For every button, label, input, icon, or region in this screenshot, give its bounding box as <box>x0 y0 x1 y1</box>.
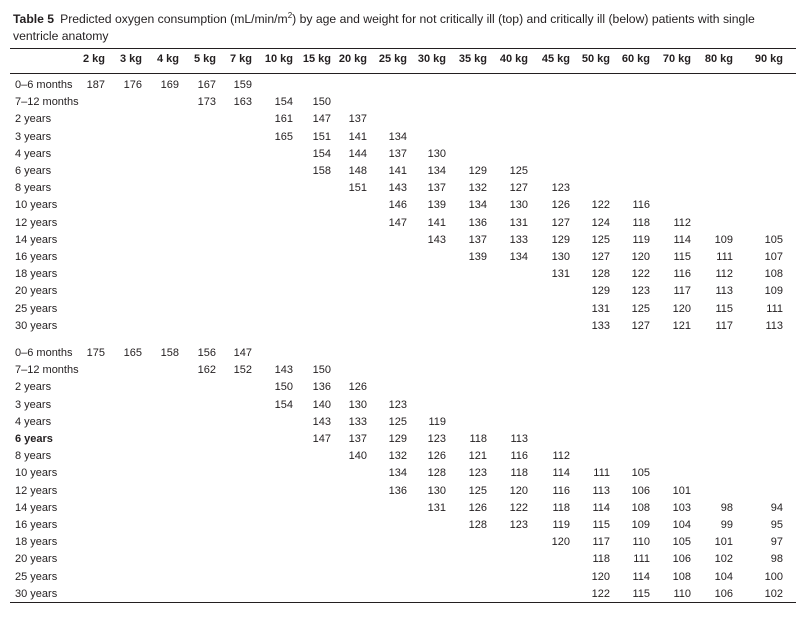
table-label: Table 5 <box>13 12 55 26</box>
table-cell: 118 <box>510 467 528 480</box>
table-cell: 123 <box>468 467 487 480</box>
table-cell: 139 <box>427 199 446 212</box>
table-cell: 136 <box>388 484 407 497</box>
table-cell: 141 <box>427 216 446 229</box>
table-cell: 128 <box>468 519 487 531</box>
column-header: 25 kg <box>378 53 407 65</box>
table-cell: 108 <box>764 268 783 281</box>
table-cell: 144 <box>348 147 367 160</box>
table-cell: 97 <box>770 536 783 549</box>
table-cell: 134 <box>388 130 407 143</box>
table-cell: 114 <box>673 233 691 246</box>
table-cell: 125 <box>591 233 610 246</box>
row-age-label: 7–12 months <box>15 364 79 377</box>
column-header: 10 kg <box>264 53 293 65</box>
table-cell: 113 <box>510 433 528 445</box>
table-cell: 133 <box>348 415 367 428</box>
table-bottom-rule <box>10 602 796 603</box>
table-cell: 137 <box>348 433 367 445</box>
table-cell: 137 <box>348 113 367 126</box>
table-cell: 101 <box>714 536 733 549</box>
column-header: 90 kg <box>754 53 783 65</box>
table-cell: 128 <box>591 268 610 281</box>
table-cell: 112 <box>673 216 691 229</box>
row-age-label: 16 years <box>15 519 58 531</box>
table-cell: 143 <box>427 233 446 246</box>
table-cell: 117 <box>592 536 610 549</box>
table-cell: 176 <box>123 79 142 91</box>
table-cell: 141 <box>348 130 367 143</box>
table-cell: 116 <box>673 268 691 281</box>
table-cell: 113 <box>765 319 783 332</box>
table-cell: 150 <box>312 96 331 109</box>
table-cell: 162 <box>197 364 216 377</box>
table-cell: 123 <box>388 398 407 411</box>
table-cell: 115 <box>632 587 650 600</box>
table-cell: 131 <box>509 216 528 229</box>
table-cell: 132 <box>388 450 407 463</box>
column-header: 50 kg <box>581 53 610 65</box>
table-cell: 131 <box>427 501 446 514</box>
table-cell: 129 <box>591 285 610 298</box>
table-cell: 117 <box>673 285 691 298</box>
table-cell: 110 <box>673 587 691 600</box>
table-cell: 143 <box>312 415 331 428</box>
table-cell: 130 <box>348 398 367 411</box>
table-cell: 159 <box>233 79 252 91</box>
table-cell: 134 <box>388 467 407 480</box>
column-header: 4 kg <box>156 53 179 65</box>
table-cell: 133 <box>509 233 528 246</box>
table-cell: 99 <box>720 519 733 531</box>
column-header: 5 kg <box>193 53 216 65</box>
column-header: 35 kg <box>458 53 487 65</box>
column-header: 2 kg <box>82 53 105 65</box>
table-cell: 127 <box>551 216 570 229</box>
row-age-label: 6 years <box>15 165 52 177</box>
table-cell: 123 <box>631 285 650 298</box>
table-cell: 143 <box>388 182 407 195</box>
table-cell: 130 <box>427 484 446 497</box>
column-header: 3 kg <box>119 53 142 65</box>
table-cell: 105 <box>672 536 691 549</box>
table-cell: 158 <box>160 347 179 359</box>
table-cell: 129 <box>388 433 407 445</box>
table-cell: 150 <box>274 381 293 394</box>
table-cell: 122 <box>591 587 610 600</box>
table-cell: 109 <box>714 233 733 246</box>
table-cell: 113 <box>715 285 733 298</box>
table-cell: 147 <box>388 216 407 229</box>
table-cell: 143 <box>274 364 293 377</box>
table-cell: 137 <box>427 182 446 195</box>
table-frame <box>3 3 797 613</box>
table-cell: 134 <box>427 165 446 177</box>
table-cell: 109 <box>631 519 650 531</box>
row-age-label: 14 years <box>15 233 58 246</box>
table-cell: 152 <box>233 364 252 377</box>
table-cell: 118 <box>632 216 650 229</box>
table-cell: 106 <box>631 484 650 497</box>
table-cell: 104 <box>714 570 733 583</box>
table-cell: 118 <box>552 501 570 514</box>
table-cell: 116 <box>632 199 650 212</box>
table-cell: 137 <box>388 147 407 160</box>
table-cell: 154 <box>274 398 293 411</box>
table-cell: 154 <box>274 96 293 109</box>
row-age-label: 4 years <box>15 147 52 160</box>
table-cell: 117 <box>715 319 733 332</box>
table-cell: 106 <box>714 587 733 600</box>
row-age-label: 30 years <box>15 587 58 600</box>
table-cell: 125 <box>388 415 407 428</box>
table-cell: 102 <box>714 553 733 566</box>
table-cell: 121 <box>468 450 487 463</box>
table-cell: 134 <box>468 199 487 212</box>
row-age-label: 0–6 months <box>15 347 73 359</box>
table-cell: 158 <box>312 165 331 177</box>
table-cell: 119 <box>552 519 570 531</box>
table-cell: 167 <box>197 79 216 91</box>
table-cell: 108 <box>672 570 691 583</box>
table-cell: 141 <box>388 165 407 177</box>
table-cell: 140 <box>348 450 367 463</box>
table-cell: 161 <box>274 113 293 126</box>
table-cell: 130 <box>551 251 570 263</box>
table-cell: 114 <box>632 570 650 583</box>
row-age-label: 2 years <box>15 113 52 126</box>
table-cell: 129 <box>551 233 570 246</box>
table-title-superscript: 2 <box>287 10 293 20</box>
table-cell: 104 <box>672 519 691 531</box>
table-cell: 131 <box>551 268 570 281</box>
table-cell: 137 <box>468 233 487 246</box>
table-cell: 111 <box>633 553 650 566</box>
table-cell: 129 <box>468 165 487 177</box>
table-cell: 114 <box>552 467 570 480</box>
table-cell: 126 <box>427 450 446 463</box>
column-header: 40 kg <box>499 53 528 65</box>
column-header: 7 kg <box>229 53 252 65</box>
table-cell: 147 <box>312 113 331 126</box>
table-cell: 151 <box>348 182 367 195</box>
row-age-label: 8 years <box>15 182 52 195</box>
table-cell: 126 <box>348 381 367 394</box>
row-age-label: 18 years <box>15 268 58 281</box>
table-cell: 128 <box>427 467 446 480</box>
table-cell: 151 <box>312 130 331 143</box>
table-cell: 120 <box>509 484 528 497</box>
table-cell: 103 <box>672 501 691 514</box>
table-cell: 98 <box>720 501 733 514</box>
row-age-label: 18 years <box>15 536 58 549</box>
table-caption <box>13 11 793 45</box>
table-cell: 102 <box>764 587 783 600</box>
table-cell: 105 <box>631 467 650 480</box>
table-cell: 173 <box>197 96 216 109</box>
table-cell: 95 <box>770 519 783 531</box>
table-cell: 105 <box>764 233 783 246</box>
row-age-label: 12 years <box>15 484 58 497</box>
table-cell: 126 <box>468 501 487 514</box>
table-cell: 112 <box>552 450 570 463</box>
table-cell: 125 <box>509 165 528 177</box>
column-header: 45 kg <box>541 53 570 65</box>
table-cell: 175 <box>86 347 105 359</box>
row-age-label: 4 years <box>15 415 52 428</box>
table-header-rule <box>10 73 796 74</box>
row-age-label: 25 years <box>15 570 58 583</box>
table-cell: 109 <box>764 285 783 298</box>
table-cell: 127 <box>631 319 650 332</box>
table-cell: 123 <box>427 433 446 445</box>
table-cell: 146 <box>388 199 407 212</box>
row-age-label: 12 years <box>15 216 58 229</box>
table-cell: 123 <box>509 519 528 531</box>
table-cell: 148 <box>348 165 367 177</box>
table-cell: 127 <box>591 251 610 263</box>
row-age-label: 0–6 months <box>15 79 73 91</box>
table-cell: 107 <box>764 251 783 263</box>
table-cell: 114 <box>592 501 610 514</box>
column-header: 70 kg <box>662 53 691 65</box>
table-cell: 127 <box>509 182 528 195</box>
column-header: 60 kg <box>621 53 650 65</box>
column-header: 30 kg <box>417 53 446 65</box>
table-cell: 125 <box>468 484 487 497</box>
column-header: 80 kg <box>704 53 733 65</box>
row-age-label: 10 years <box>15 467 58 480</box>
row-age-label: 10 years <box>15 199 58 212</box>
table-cell: 124 <box>591 216 610 229</box>
row-age-label: 3 years <box>15 398 52 411</box>
row-age-label: 16 years <box>15 251 58 263</box>
table-cell: 136 <box>468 216 487 229</box>
table-cell: 115 <box>715 302 733 315</box>
table-cell: 112 <box>715 268 733 281</box>
table-cell: 120 <box>591 570 610 583</box>
row-age-label: 30 years <box>15 319 58 332</box>
row-age-label: 20 years <box>15 285 58 298</box>
row-age-label: 3 years <box>15 130 52 143</box>
table-cell: 147 <box>233 347 252 359</box>
row-age-label: 7–12 months <box>15 96 79 109</box>
table-cell: 132 <box>468 182 487 195</box>
table-cell: 165 <box>274 130 293 143</box>
table-cell: 120 <box>631 251 650 263</box>
table-title-main: Predicted oxygen consumption (mL/min/m <box>60 12 288 26</box>
table-cell: 125 <box>631 302 650 315</box>
table-cell: 116 <box>510 450 528 463</box>
row-age-label: 8 years <box>15 450 52 463</box>
table-cell: 134 <box>509 251 528 263</box>
table-cell: 111 <box>716 251 733 263</box>
table-cell: 115 <box>592 519 610 531</box>
table-cell: 136 <box>312 381 331 394</box>
table-cell: 165 <box>123 347 142 359</box>
column-header: 20 kg <box>338 53 367 65</box>
table-cell: 120 <box>672 302 691 315</box>
table-cell: 187 <box>86 79 105 91</box>
table-cell: 147 <box>312 433 331 445</box>
row-age-label: 6 years <box>15 433 53 445</box>
table-cell: 150 <box>312 364 331 377</box>
table-cell: 123 <box>551 182 570 195</box>
table-cell: 139 <box>468 251 487 263</box>
table-cell: 140 <box>312 398 331 411</box>
table-cell: 118 <box>469 433 487 445</box>
table-cell: 133 <box>591 319 610 332</box>
table-cell: 122 <box>591 199 610 212</box>
table-cell: 119 <box>428 415 446 428</box>
table-cell: 118 <box>592 553 610 566</box>
table-title-rest: ) by age and weight for not critically ill (top) and critically ill (below) patients with single ventricle anatomy <box>13 12 755 43</box>
table-cell: 113 <box>592 484 610 497</box>
table-cell: 106 <box>672 553 691 566</box>
table-cell: 154 <box>312 147 331 160</box>
table-cell: 163 <box>233 96 252 109</box>
table-cell: 130 <box>427 147 446 160</box>
table-cell: 115 <box>673 251 691 263</box>
table-cell: 101 <box>672 484 691 497</box>
table-cell: 100 <box>764 570 783 583</box>
table-cell: 120 <box>551 536 570 549</box>
table-cell: 126 <box>551 199 570 212</box>
table-cell: 121 <box>672 319 691 332</box>
row-age-label: 2 years <box>15 381 52 394</box>
table-cell: 122 <box>631 268 650 281</box>
row-age-label: 20 years <box>15 553 58 566</box>
row-age-label: 14 years <box>15 501 58 514</box>
table-top-rule <box>10 48 796 49</box>
table-cell: 110 <box>632 536 650 549</box>
table-cell: 156 <box>197 347 216 359</box>
table-cell: 130 <box>509 199 528 212</box>
table-cell: 98 <box>770 553 783 566</box>
table-cell: 111 <box>766 302 783 315</box>
table-cell: 122 <box>509 501 528 514</box>
table-cell: 131 <box>591 302 610 315</box>
table-cell: 119 <box>632 233 650 246</box>
table-cell: 169 <box>160 79 179 91</box>
row-age-label: 25 years <box>15 302 58 315</box>
column-header: 15 kg <box>302 53 331 65</box>
table-cell: 116 <box>552 484 570 497</box>
table-cell: 94 <box>770 501 783 514</box>
table-cell: 111 <box>593 467 610 480</box>
table-cell: 108 <box>631 501 650 514</box>
